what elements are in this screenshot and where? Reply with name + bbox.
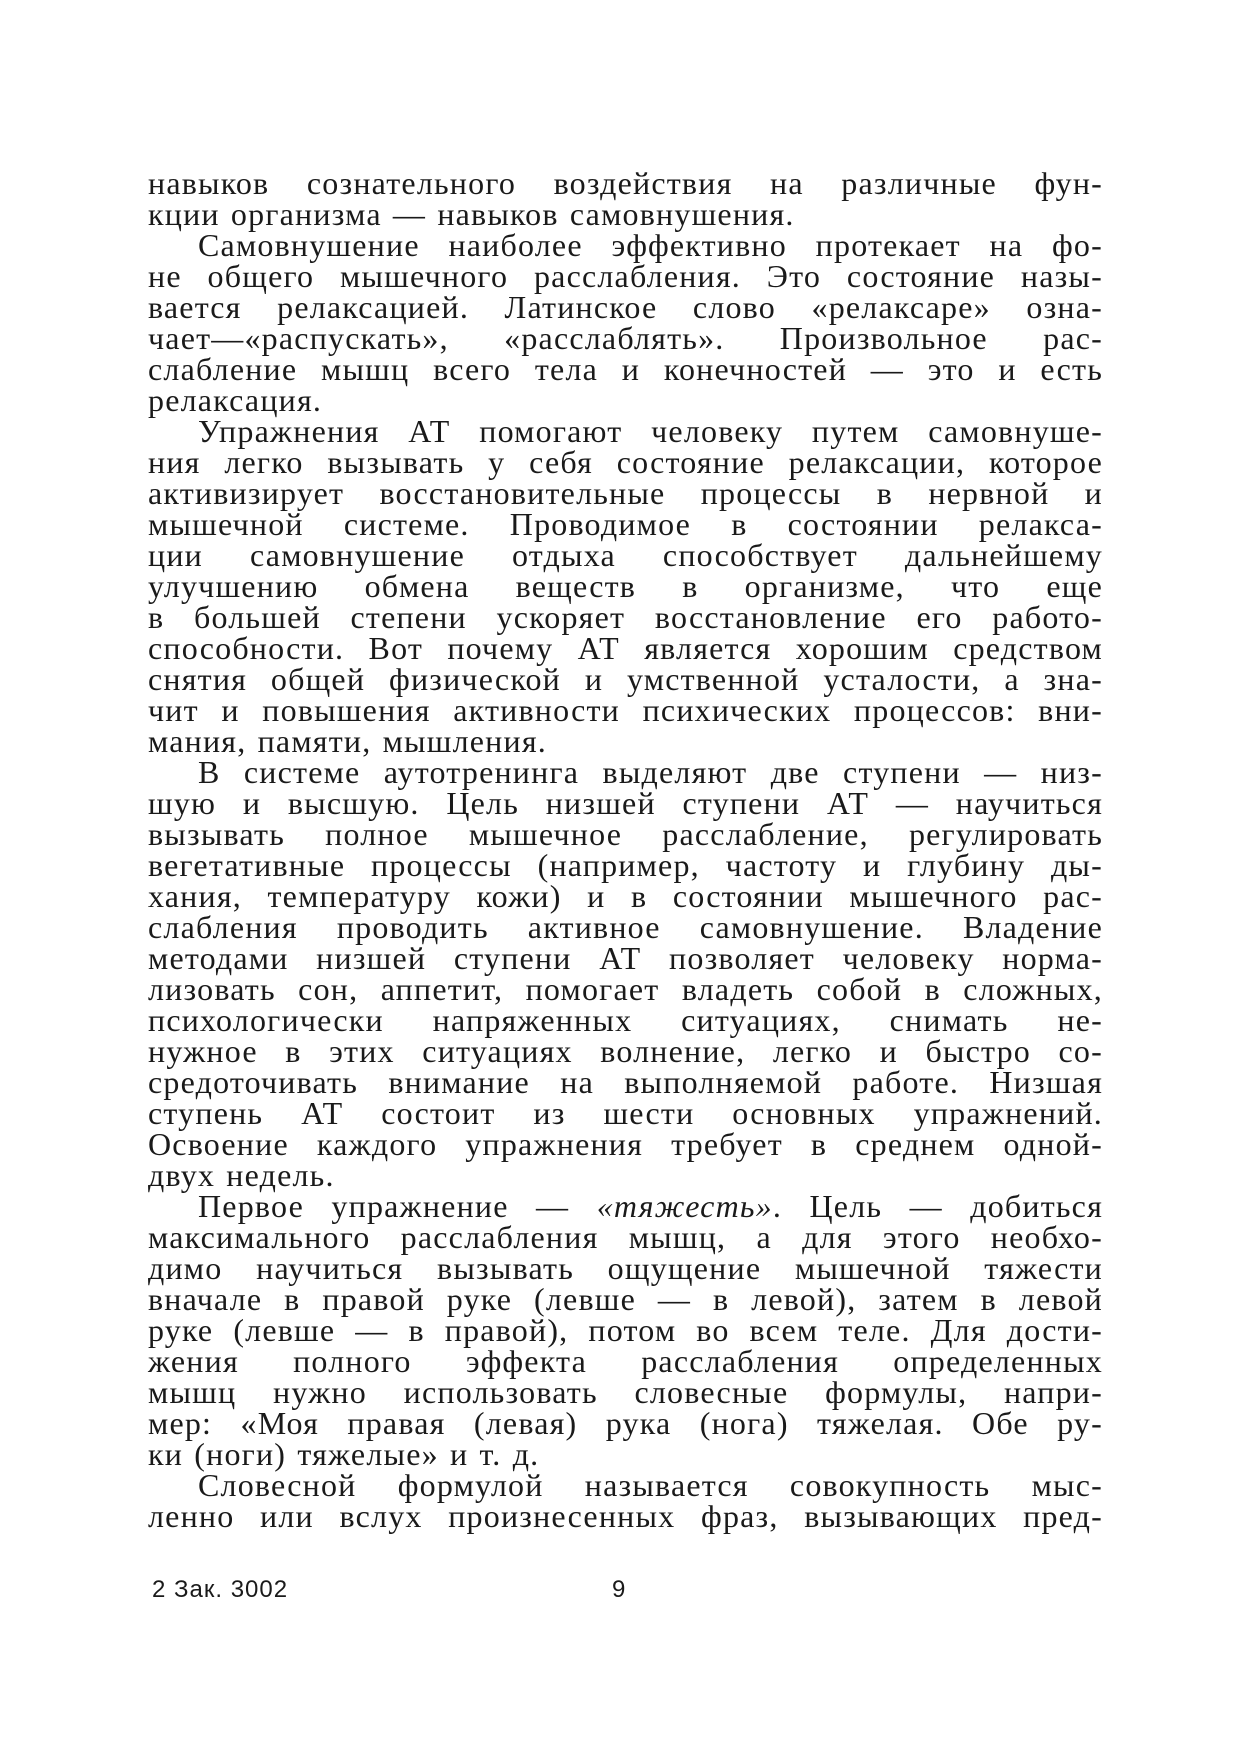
text-line: максимального расслабления мышц, а для этого необхо- [148,1219,1103,1255]
text-line: релаксация. [148,382,323,418]
text-line: ния легко вызывать у себя состояние релаксации, которое [148,444,1103,480]
text-line: кции организма — навыков самовнушения. [148,196,795,232]
text-line: улучшению обмена веществ в организме, что еще [148,568,1103,604]
text-line: вегетативные процессы (например, частоту и глубину ды- [148,847,1103,883]
text-line: методами низшей ступени АТ позволяет человеку норма- [148,940,1103,976]
text-line: вается релаксацией. Латинское слово «релаксаре» озна- [148,289,1103,325]
text-line: Самовнушение наиболее эффективно протекает на фо- [198,227,1103,263]
text-line: слабления проводить активное самовнушение. Владение [148,909,1103,945]
text-line: способности. Вот почему АТ является хорошим средством [148,630,1103,666]
text-line: Освоение каждого упражнения требует в среднем одной- [148,1126,1103,1162]
text-line: активизирует восстановительные процессы в нервной и [148,475,1103,511]
text-line: Словесной формулой называется совокупность мыс- [198,1467,1103,1503]
text-line: мышц нужно использовать словесные формулы, напри- [148,1374,1103,1410]
text-line: мания, памяти, мышления. [148,723,547,759]
text-line: психологически напряженных ситуациях, снимать не- [148,1002,1103,1038]
text-line: хания, температуру кожи) и в состоянии мышечного рас- [148,878,1103,914]
text-line: снятия общей физической и умственной усталости, а зна- [148,661,1103,697]
text-line: шую и высшую. Цель низшей ступени АТ — научиться [148,785,1103,821]
text-line: ции самовнушение отдыха способствует дальнейшему [148,537,1103,573]
text-line: Первое упражнение — «тяжесть». Цель — добиться [198,1188,1104,1224]
text-line: димо научиться вызывать ощущение мышечной тяжести [148,1250,1103,1286]
text-line: ки (ноги) тяжелые» и т. д. [148,1436,540,1472]
text-line: двух недель. [148,1157,335,1193]
text-line: в большей степени ускоряет восстановление его работо- [148,599,1103,635]
text-line: жения полного эффекта расслабления определенных [148,1343,1103,1379]
text-line: средоточивать внимание на выполняемой работе. Низшая [148,1064,1103,1100]
text-line: нужное в этих ситуациях волнение, легко и быстро со- [148,1033,1103,1069]
text-line: ленно или вслух произнесенных фраз, вызывающих пред- [148,1498,1103,1534]
page-body [148,165,1104,1534]
text-line: навыков сознательного воздействия на различные фун- [148,165,1103,201]
page-number: 9 [612,1576,626,1603]
text-line: лизовать сон, аппетит, помогает владеть собой в сложных, [148,971,1103,1007]
text-line: вызывать полное мышечное расслабление, регулировать [148,816,1103,852]
text-line: чает—«распускать», «расслаблять». Произвольное рас- [148,320,1103,356]
text-line: руке (левше — в правой), потом во всем теле. Для дости- [148,1312,1103,1348]
text-line: мер: «Моя правая (левая) рука (нога) тяжелая. Обе ру- [148,1405,1103,1441]
text-line: слабление мышц всего тела и конечностей — это и есть [148,351,1103,387]
text-line: не общего мышечного расслабления. Это состояние назы- [148,258,1103,294]
text-line: вначале в правой руке (левше — в левой), затем в левой [148,1281,1103,1317]
text-line: Упражнения АТ помогают человеку путем самовнуше- [198,413,1103,449]
printer-signature: 2 Зак. 3002 [152,1576,289,1603]
text-line: чит и повышения активности психических процессов: вни- [148,692,1103,728]
text-line: В системе аутотренинга выделяют две ступени — низ- [198,754,1103,790]
text-line: мышечной системе. Проводимое в состоянии релакса- [148,506,1103,542]
text-line: ступень АТ состоит из шести основных упражнений. [148,1095,1103,1131]
emphasized-term: «тяжесть» [596,1188,773,1224]
